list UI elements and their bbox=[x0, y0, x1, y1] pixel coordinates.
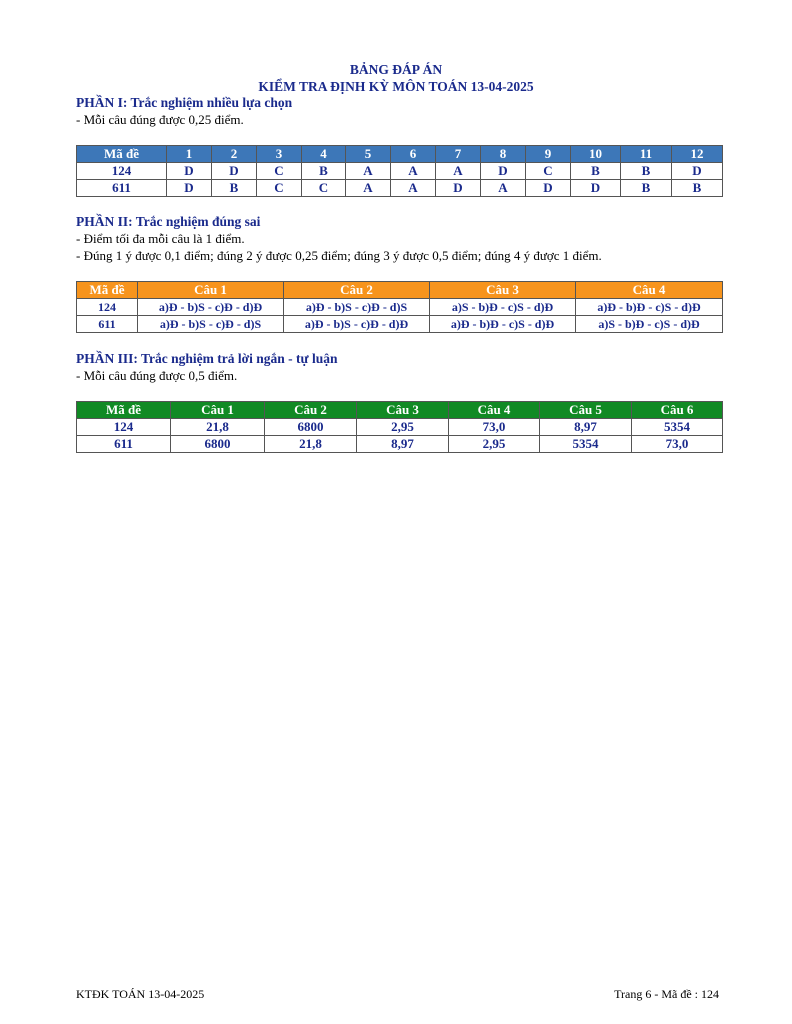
part2-table bbox=[76, 281, 723, 333]
column-header: 9 bbox=[526, 146, 571, 163]
answer-cell: B bbox=[621, 180, 672, 197]
answer-cell: a)Đ - b)Đ - c)S - d)Đ bbox=[576, 299, 723, 316]
column-header: 8 bbox=[481, 146, 526, 163]
answer-cell: D bbox=[481, 163, 526, 180]
answer-cell: 5354 bbox=[632, 419, 723, 436]
answer-cell: a)Đ - b)S - c)Đ - d)Đ bbox=[138, 299, 284, 316]
part1-table bbox=[76, 145, 723, 197]
table-row bbox=[77, 180, 723, 197]
column-header: 7 bbox=[436, 146, 481, 163]
answer-cell: a)S - b)Đ - c)S - d)Đ bbox=[430, 299, 576, 316]
exam-code-cell: 611 bbox=[77, 436, 171, 453]
part3-table bbox=[76, 401, 723, 453]
column-header: Câu 6 bbox=[632, 402, 723, 419]
answer-cell: B bbox=[621, 163, 672, 180]
table-row bbox=[77, 316, 723, 333]
footer-page-info: Trang 6 - Mã đề : 124 bbox=[614, 987, 719, 1001]
answer-cell: B bbox=[212, 180, 257, 197]
footer-left: KTĐK TOÁN 13-04-2025 bbox=[76, 987, 205, 1001]
exam-code-cell: 124 bbox=[77, 163, 167, 180]
answer-cell: D bbox=[167, 163, 212, 180]
exam-code-cell: 124 bbox=[77, 419, 171, 436]
part1-note: - Mỗi câu đúng được 0,25 điểm. bbox=[76, 112, 244, 127]
column-header: 2 bbox=[212, 146, 257, 163]
answer-cell: 73,0 bbox=[449, 419, 540, 436]
column-header: Câu 4 bbox=[449, 402, 540, 419]
answer-cell: a)Đ - b)S - c)Đ - d)Đ bbox=[284, 316, 430, 333]
answer-cell: A bbox=[391, 180, 436, 197]
part3-note: - Mỗi câu đúng được 0,5 điểm. bbox=[76, 368, 238, 383]
answer-cell: D bbox=[571, 180, 621, 197]
answer-cell: 21,8 bbox=[171, 419, 265, 436]
answer-cell: 6800 bbox=[171, 436, 265, 453]
part2-title: PHẦN II: Trắc nghiệm đúng sai bbox=[76, 214, 261, 229]
exam-code-cell: 124 bbox=[77, 299, 138, 316]
answer-cell: 2,95 bbox=[449, 436, 540, 453]
answer-cell: 73,0 bbox=[632, 436, 723, 453]
answer-cell: 8,97 bbox=[540, 419, 632, 436]
answer-cell: a)S - b)Đ - c)S - d)Đ bbox=[576, 316, 723, 333]
column-header: 11 bbox=[621, 146, 672, 163]
answer-cell: D bbox=[167, 180, 212, 197]
column-header: 6 bbox=[391, 146, 436, 163]
answer-cell: A bbox=[436, 163, 481, 180]
answer-cell: D bbox=[672, 163, 723, 180]
column-header: Câu 4 bbox=[576, 282, 723, 299]
answer-cell: A bbox=[481, 180, 526, 197]
column-header: Câu 2 bbox=[265, 402, 357, 419]
column-header: Câu 1 bbox=[171, 402, 265, 419]
table-row bbox=[77, 299, 723, 316]
table-header-row bbox=[77, 282, 723, 299]
answer-cell: a)Đ - b)S - c)Đ - d)S bbox=[138, 316, 284, 333]
column-header: 10 bbox=[571, 146, 621, 163]
answer-cell: C bbox=[257, 163, 302, 180]
column-header: 5 bbox=[346, 146, 391, 163]
part3-title: PHẦN III: Trắc nghiệm trả lời ngắn - tự luận bbox=[76, 351, 338, 366]
answer-cell: C bbox=[526, 163, 571, 180]
column-header: Câu 2 bbox=[284, 282, 430, 299]
answer-cell: a)Đ - b)S - c)Đ - d)S bbox=[284, 299, 430, 316]
table-row bbox=[77, 163, 723, 180]
answer-cell: A bbox=[346, 180, 391, 197]
exam-code-cell: 611 bbox=[77, 180, 167, 197]
column-header: 12 bbox=[672, 146, 723, 163]
column-header: 4 bbox=[302, 146, 346, 163]
column-header: Mã đề bbox=[77, 146, 167, 163]
table-header-row bbox=[77, 146, 723, 163]
column-header: 3 bbox=[257, 146, 302, 163]
column-header: Câu 5 bbox=[540, 402, 632, 419]
column-header: Câu 3 bbox=[430, 282, 576, 299]
column-header: Câu 3 bbox=[357, 402, 449, 419]
part1-title: PHẦN I: Trắc nghiệm nhiều lựa chọn bbox=[76, 95, 293, 110]
answer-cell: D bbox=[436, 180, 481, 197]
answer-cell: B bbox=[571, 163, 621, 180]
column-header: Mã đề bbox=[77, 282, 138, 299]
table-row bbox=[77, 419, 723, 436]
answer-cell: 6800 bbox=[265, 419, 357, 436]
column-header: 1 bbox=[167, 146, 212, 163]
table-header-row bbox=[77, 402, 723, 419]
answer-cell: 8,97 bbox=[357, 436, 449, 453]
answer-cell: 5354 bbox=[540, 436, 632, 453]
exam-code-cell: 611 bbox=[77, 316, 138, 333]
part2-note-1: - Điểm tối đa mỗi câu là 1 điểm. bbox=[76, 231, 245, 246]
answer-cell: C bbox=[257, 180, 302, 197]
answer-cell: B bbox=[302, 163, 346, 180]
column-header: Mã đề bbox=[77, 402, 171, 419]
answer-cell: D bbox=[212, 163, 257, 180]
answer-cell: B bbox=[672, 180, 723, 197]
answer-cell: D bbox=[526, 180, 571, 197]
column-header: Câu 1 bbox=[138, 282, 284, 299]
part2-note-2: - Đúng 1 ý được 0,1 điểm; đúng 2 ý được 0,25 điểm; đúng 3 ý được 0,5 điểm; đúng 4 ý được 1 điểm. bbox=[76, 248, 602, 263]
document-subtitle: KIỂM TRA ĐỊNH KỲ MÔN TOÁN 13-04-2025 bbox=[258, 79, 534, 94]
answer-cell: 2,95 bbox=[357, 419, 449, 436]
answer-cell: A bbox=[391, 163, 436, 180]
answer-cell: a)Đ - b)Đ - c)S - d)Đ bbox=[430, 316, 576, 333]
answer-cell: 21,8 bbox=[265, 436, 357, 453]
answer-cell: A bbox=[346, 163, 391, 180]
document-title: BẢNG ĐÁP ÁN bbox=[349, 62, 443, 77]
table-row bbox=[77, 436, 723, 453]
answer-cell: C bbox=[302, 180, 346, 197]
